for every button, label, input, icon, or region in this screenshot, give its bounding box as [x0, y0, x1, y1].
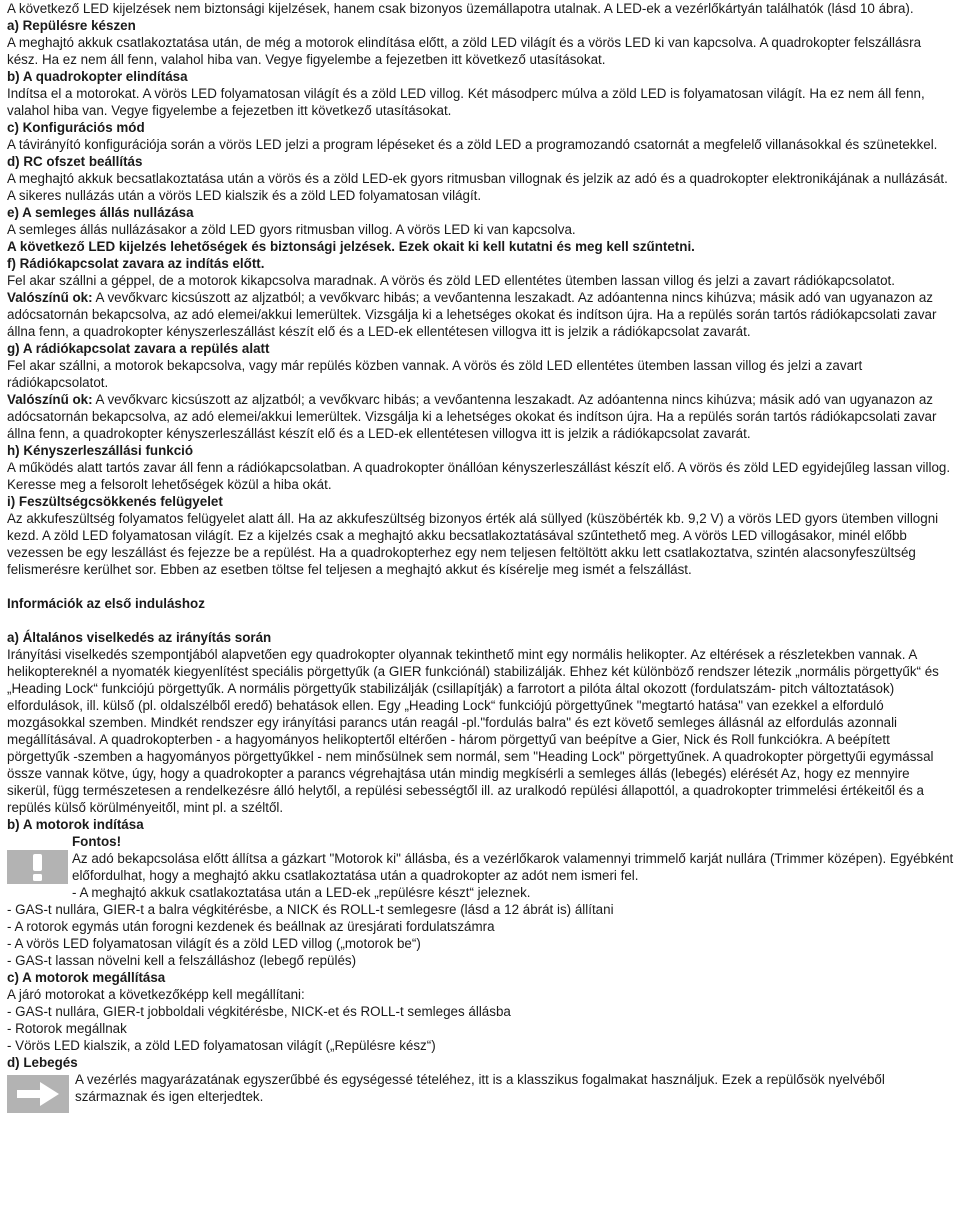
- section-d-text: A meghajtó akkuk becsatlakoztatása után a vörös és a zöld LED-ek gyors ritmusban villognak és jelzik az adó és a quadrokopter elektronikájának a nullázását. A sikeres nullázás után a vörös LED kialszik és a zöld LED folyamatosan világít.: [7, 171, 948, 203]
- probable-cause-label: Valószínű ok:: [7, 392, 93, 407]
- section-g-title: g) A rádiókapcsolat zavara a repülés alatt: [7, 341, 270, 356]
- important-note-title: Fontos!: [72, 834, 122, 849]
- section-e-text: A semleges állás nullázásakor a zöld LED gyors ritmusban villog. A vörös LED ki van kapcsolva.: [7, 222, 576, 237]
- hover-title: d) Lebegés: [7, 1055, 78, 1070]
- general-behavior-text: Irányítási viselkedés szempontjából alapvetően egy quadrokopter olyannak tekinthető mint egy normális helikopter. Az eltérések a részletekben vannak. A helikoptereknél a nyomaték kiegyenlítést speciális pörgettyűk (a GIER funkciónál) stabilizálják. Ehhez két különböző rendszer létezik „normális pörgettyűk“ és „Heading Lock“ funkciójú pörgettyűk. A normális pörgettyűk stabilizálják (csillapítják) a farrotort a pilóta által okozott (fordulatszám- pitch változtatások) elfordulások, ill. külső (pl. oldalszélből eredő) behatások ellen. Egy „Heading Lock“ funkciójú pörgettyűnek "megtartó hatása" van ezekkel a elforduló mozgásokkal szemben. Mindkét rendszer egy irányítási parancs után reagál -pl."fordulás balra" és ezt követő semleges állásnál az elfordulás azonnali megállításával. A quadrokopterben - a hagyományos helikoptertől eltérően - három pörgettyű van beépítve a Gier, Nick és Roll funkciókra. A beépített pörgettyűk -szemben a hagyományos pörgettyűkkel - nem minősülnek sem normál, sem "Heading Lock" pörgettyűnek. A quadrokopter pörgettyűi egymással össze vannak kötve, úgy, hogy a quadrokopter a parancs végrehajtása után mindig megkísérli a semleges állás (lebegés) elérését Az, hogy ez mennyire sikerül, függ természetesen a rendelkezésre álló helytől, a repülési sebességtől ill. az uralkodó repülési állapottól, a quadrokopter trimmelési értékeitől és a repülés külső körülményeitől, mint pl. a széltől.: [7, 647, 939, 815]
- section-g-text: Fel akar szállni, a motorok bekapcsolva, vagy már repülés közben vannak. A vörös és zöld LED ellentétes ütemben lassan villog és jelzi a zavart rádiókapcsolatot.: [7, 358, 863, 390]
- section-a-text: A meghajtó akkuk csatlakoztatása után, de még a motorok elindítása előtt, a zöld LED világít és a vörös LED ki van kapcsolva. A quadrokopter felszállásra kész. Ha ez nem áll fenn, valahol hiba van. Vegye figyelembe a fejezetben itt következő utasításokat.: [7, 35, 922, 67]
- arrow-right-icon: [7, 1075, 69, 1113]
- section-h-text: A működés alatt tartós zavar áll fenn a rádiókapcsolatban. A quadrokopter önállóan kényszerleszállást készít elő. A vörös és zöld LED egyidejűleg lassan villog. Keresse meg a felsorolt lehetőségek közül a hiba okát.: [7, 460, 951, 492]
- motor-stop-step: - Vörös LED kialszik, a zöld LED folyamatosan világít („Repülésre kész“): [7, 1038, 436, 1053]
- motor-start-step: - GAS-t nullára, GIER-t a balra végkitérésbe, a NICK és ROLL-t semlegesre (lásd a 12 ábrát is) állítani: [7, 902, 614, 917]
- section-f-probable-cause: [7, 289, 954, 340]
- probable-cause-label: Valószínű ok:: [7, 290, 93, 305]
- motor-stop-step: - GAS-t nullára, GIER-t jobboldali végkitérésbe, NICK-et és ROLL-t semleges állásba: [7, 1004, 511, 1019]
- section-f-text: Fel akar szállni a géppel, de a motorok kikapcsolva maradnak. A vörös és zöld LED ellentétes ütemben lassan villog és jelzi a zavart rádiókapcsolatot.: [7, 273, 895, 288]
- section-g-probable-cause: [7, 391, 954, 442]
- section-e-title: e) A semleges állás nullázása: [7, 205, 194, 220]
- section-i-text: Az akkufeszültség folyamatos felügyelet alatt áll. Ha az akkufeszültség bizonyos érték alá süllyed (küszöbérték kb. 9,2 V) a vörös LED gyors ütemben villogni kezd. A zöld LED folyamatosan világít. Ez a kijelzés csak a meghajtó akku becsatlakoztatásával szűntethető meg. A vörös LED villogásakor, minél előbb vezessen be egy leszállást és fejezze be a repülést. Ha a quadrokopterhez egy nem teljesen feltöltött akku lett csatlakoztatva, szintén alacsonyfeszültség felismerésre kerülhet sor. Ebben az esetben töltse fel teljesen a meghajtó akkut és kísérelje meg ismét a felszállást.: [7, 511, 939, 577]
- probable-cause-text: A vevőkvarc kicsúszott az aljzatból; a vevőkvarc hibás; a vevőantenna leszakadt. Az adóantenna nincs kihúzva; másik adó van ugyanazon az adócsatornán bekapcsolva, az adó elemei/akkui lemerültek. Vizsgálja ki a lehetséges okokat és indítson újra. Ha a repülés során tartós rádiókapcsolati zavar állna fenn, a quadrokopter kényszerleszállást készít elő és a LED-ek ellentétesen villogva itt is jelzik a rádiókapcsolat zavarát.: [7, 392, 937, 441]
- intro-paragraph: A következő LED kijelzések nem biztonsági kijelzések, hanem csak bizonyos üzemállapotra utalnak. A LED-ek a vezérlőkártyán találhatók (lásd 10 ábra).: [7, 1, 914, 16]
- important-note-line: - A meghajtó akkuk csatlakoztatása után a LED-ek „repülésre készt“ jeleznek.: [72, 885, 531, 900]
- warning-heading: A következő LED kijelzés lehetőségek és biztonsági jelzések. Ezek okait ki kell kutatni és meg kell szűntetni.: [7, 239, 695, 254]
- section-f-title: f) Rádiókapcsolat zavara az indítás előtt.: [7, 256, 265, 271]
- section-i-title: i) Feszültségcsökkenés felügyelet: [7, 494, 223, 509]
- important-note: [7, 833, 954, 901]
- hover-text: A vezérlés magyarázatának egyszerűbbé és egységessé tételéhez, itt is a klasszikus fogalmakat használjuk. Ezek a repülősök nyelvéből származnak és igen elterjedtek.: [75, 1072, 885, 1104]
- motor-start-title: b) A motorok indítása: [7, 817, 144, 832]
- section-c-title: c) Konfigurációs mód: [7, 120, 145, 135]
- motor-start-step: - A rotorok egymás után forogni kezdenek és beállnak az üresjárati fordulatszámra: [7, 919, 495, 934]
- section-c-text: A távirányító konfigurációja során a vörös LED jelzi a program lépéseket és a zöld LED a programozandó csatornát a megfelelő villanásokkal és szünetekkel.: [7, 137, 938, 152]
- general-behavior-title: a) Általános viselkedés az irányítás során: [7, 630, 272, 645]
- first-start-section-title: Információk az első induláshoz: [7, 596, 205, 611]
- motor-stop-title: c) A motorok megállítása: [7, 970, 166, 985]
- section-a-title: a) Repülésre készen: [7, 18, 136, 33]
- section-h-title: h) Kényszerleszállási funkció: [7, 443, 194, 458]
- section-b-title: b) A quadrokopter elindítása: [7, 69, 188, 84]
- section-b-text: Indítsa el a motorokat. A vörös LED folyamatosan világít és a zöld LED villog. Két másodperc múlva a zöld LED is folyamatosan világít. Ha ez nem áll fenn, valahol hiba van. Vegye figyelembe a fejezetben itt következő utasításokat.: [7, 86, 925, 118]
- exclamation-icon: [7, 850, 68, 884]
- motor-stop-intro: A járó motorokat a következőképp kell megállítani:: [7, 987, 305, 1002]
- motor-stop-step: - Rotorok megállnak: [7, 1021, 127, 1036]
- section-d-title: d) RC ofszet beállítás: [7, 154, 143, 169]
- motor-start-step: - GAS-t lassan növelni kell a felszálláshoz (lebegő repülés): [7, 953, 357, 968]
- important-note-text: Az adó bekapcsolása előtt állítsa a gázkart "Motorok ki" állásba, és a vezérlőkarok valamennyi trimmelő karját nullára (Trimmer középen). Egyébként előfordulhat, hogy a meghajtó akku csatlakoztatása után a quadrokopter az adót nem ismeri fel.: [72, 851, 954, 883]
- hover-note: [7, 1071, 954, 1113]
- motor-start-step: - A vörös LED folyamatosan világít és a zöld LED villog („motorok be“): [7, 936, 421, 951]
- probable-cause-text: A vevőkvarc kicsúszott az aljzatból; a vevőkvarc hibás; a vevőantenna leszakadt. Az adóantenna nincs kihúzva; másik adó van ugyanazon az adócsatornán bekapcsolva, az adó elemei/akkui lemerültek. Vizsgálja ki a lehetséges okokat és indítson újra. Ha a repülés során tartós rádiókapcsolati zavar állna fenn, a quadrokopter kényszerleszállást készít elő és a LED-ek ellentétesen villogva itt is jelzik a rádiókapcsolat zavarát.: [7, 290, 937, 339]
